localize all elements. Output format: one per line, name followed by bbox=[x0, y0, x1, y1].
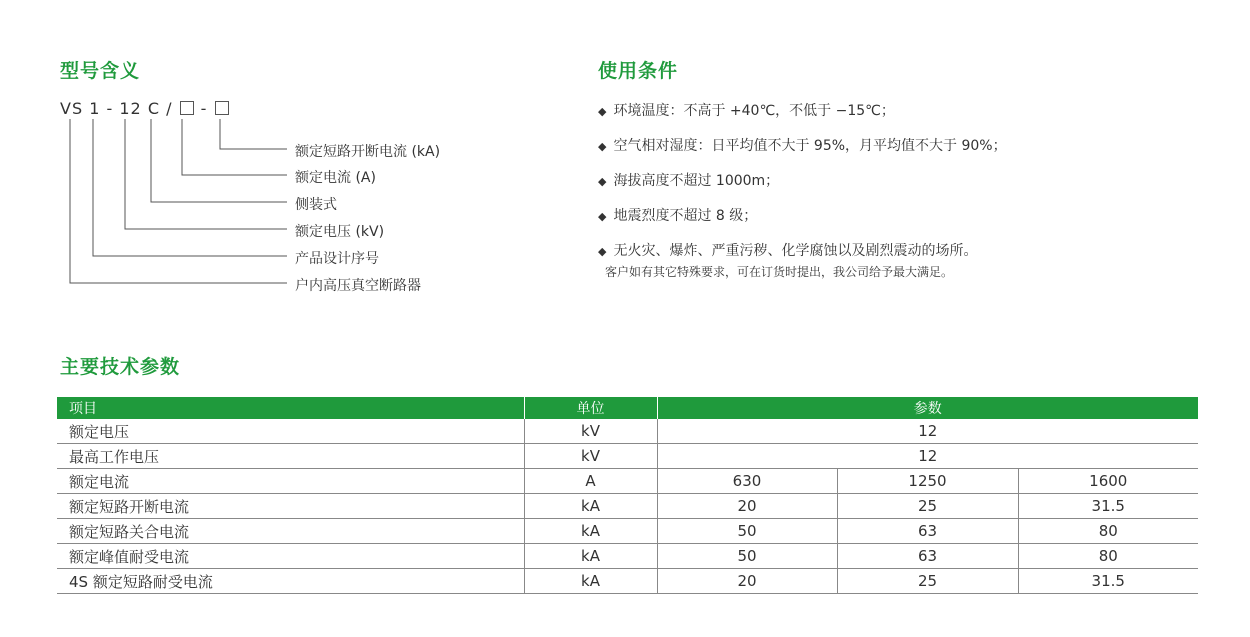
param-unit: kA bbox=[524, 569, 657, 594]
param-value: 25 bbox=[837, 569, 1018, 594]
table-row bbox=[57, 494, 1198, 519]
table-row bbox=[57, 519, 1198, 544]
header-item: 项目 bbox=[57, 397, 524, 419]
param-name: 最高工作电压 bbox=[57, 444, 524, 469]
param-value: 25 bbox=[837, 494, 1018, 519]
model-label: 产品设计序号 bbox=[295, 251, 379, 267]
condition-text: 空气相对湿度：日平均值不大于 95%，月平均值不大于 90%； bbox=[613, 138, 1007, 154]
model-label: 额定短路开断电流 (kA) bbox=[295, 144, 441, 160]
connector-line bbox=[93, 119, 287, 256]
code-vs: VS bbox=[60, 99, 84, 118]
param-name: 4S 额定短路耐受电流 bbox=[57, 569, 524, 594]
table-header-row bbox=[57, 397, 1198, 419]
model-label: 侧装式 bbox=[295, 197, 337, 213]
params-title: 主要技术参数 bbox=[60, 356, 181, 378]
param-value: 50 bbox=[657, 544, 837, 569]
param-value: 31.5 bbox=[1018, 494, 1198, 519]
code-slash: / bbox=[166, 99, 173, 118]
table-row bbox=[57, 419, 1198, 444]
condition-item bbox=[598, 170, 779, 190]
param-value: 20 bbox=[657, 569, 837, 594]
model-meaning-title: 型号含义 bbox=[60, 60, 141, 82]
connector-line bbox=[182, 119, 287, 175]
code-side: C bbox=[147, 99, 160, 118]
param-unit: kA bbox=[524, 494, 657, 519]
param-unit: kV bbox=[524, 419, 657, 444]
param-value: 1250 bbox=[837, 469, 1018, 494]
param-value: 63 bbox=[837, 519, 1018, 544]
diamond-bullet-icon: ◆ bbox=[598, 210, 607, 223]
param-value: 12 bbox=[657, 444, 1198, 469]
condition-item bbox=[598, 205, 757, 225]
condition-item bbox=[598, 240, 977, 260]
condition-item bbox=[598, 135, 1007, 155]
table-row bbox=[57, 569, 1198, 594]
connector-line bbox=[125, 119, 287, 229]
param-value: 31.5 bbox=[1018, 569, 1198, 594]
table-row bbox=[57, 544, 1198, 569]
header-value: 参数 bbox=[657, 397, 1198, 419]
condition-item bbox=[598, 100, 895, 120]
param-value: 1600 bbox=[1018, 469, 1198, 494]
param-unit: kA bbox=[524, 519, 657, 544]
param-unit: kV bbox=[524, 444, 657, 469]
param-unit: kA bbox=[524, 544, 657, 569]
conditions-note: 客户如有其它特殊要求，可在订货时提出，我公司给予最大满足。 bbox=[605, 265, 954, 279]
condition-text: 地震烈度不超过 8 级； bbox=[613, 208, 758, 224]
model-label: 额定电压 (kV) bbox=[295, 224, 385, 240]
table-row bbox=[57, 444, 1198, 469]
table-row bbox=[57, 469, 1198, 494]
connector-line bbox=[220, 119, 287, 149]
param-value: 12 bbox=[657, 419, 1198, 444]
param-name: 额定峰值耐受电流 bbox=[57, 544, 524, 569]
diamond-bullet-icon: ◆ bbox=[598, 105, 607, 118]
header-unit: 单位 bbox=[524, 397, 657, 419]
param-name: 额定短路开断电流 bbox=[57, 494, 524, 519]
model-label: 户内高压真空断路器 bbox=[295, 278, 421, 294]
code-dash: - bbox=[200, 99, 208, 118]
connector-line bbox=[70, 119, 287, 283]
param-value: 63 bbox=[837, 544, 1018, 569]
param-value: 630 bbox=[657, 469, 837, 494]
condition-text: 无火灾、爆炸、严重污秽、化学腐蚀以及剧烈震动的场所。 bbox=[613, 243, 978, 259]
code-dash: - bbox=[106, 99, 114, 118]
param-value: 50 bbox=[657, 519, 837, 544]
param-name: 额定电流 bbox=[57, 469, 524, 494]
conditions-title: 使用条件 bbox=[598, 60, 679, 82]
condition-text: 海拔高度不超过 1000m； bbox=[613, 173, 780, 189]
diamond-bullet-icon: ◆ bbox=[598, 140, 607, 153]
code-voltage: 12 bbox=[119, 99, 142, 118]
param-value: 80 bbox=[1018, 519, 1198, 544]
diamond-bullet-icon: ◆ bbox=[598, 175, 607, 188]
param-name: 额定电压 bbox=[57, 419, 524, 444]
param-value: 80 bbox=[1018, 544, 1198, 569]
param-value: 20 bbox=[657, 494, 837, 519]
diamond-bullet-icon: ◆ bbox=[598, 245, 607, 258]
params-table bbox=[57, 397, 1198, 594]
model-label: 额定电流 (A) bbox=[295, 170, 376, 186]
code-series: 1 bbox=[89, 99, 101, 118]
param-unit: A bbox=[524, 469, 657, 494]
connector-line bbox=[151, 119, 287, 202]
param-name: 额定短路关合电流 bbox=[57, 519, 524, 544]
condition-text: 环境温度：不高于 +40℃，不低于 −15℃； bbox=[613, 103, 895, 119]
